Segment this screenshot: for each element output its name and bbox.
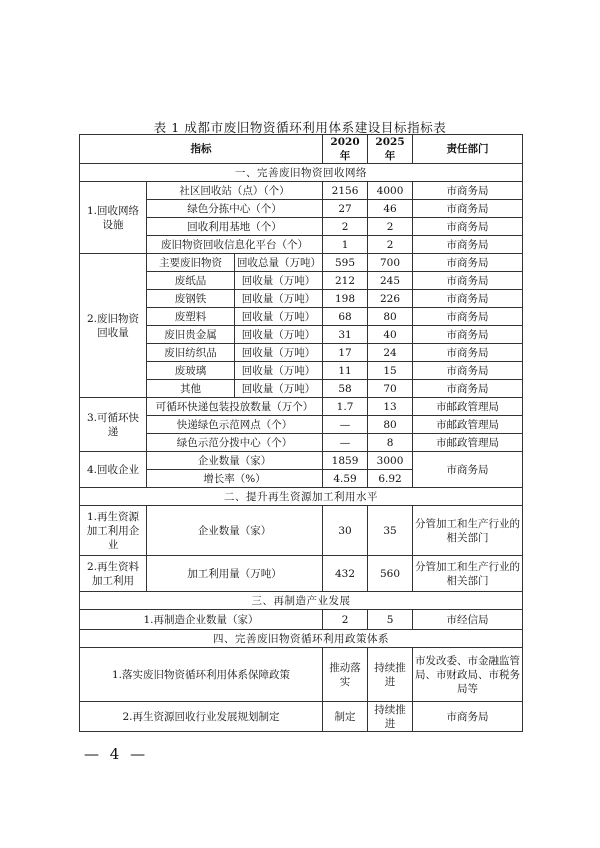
value-2025: 70 (368, 380, 413, 398)
dept-cell: 分管加工和生产行业的相关部门 (413, 556, 523, 592)
group-label: 2.再生资料加工利用 (80, 556, 147, 592)
value-2020: 27 (323, 200, 368, 218)
header-indicator: 指标 (80, 135, 323, 164)
page-number: — 4 — (84, 745, 149, 763)
group-label: 2.废旧物资回收量 (80, 254, 147, 398)
group-label: 1.再生资源加工利用企业 (80, 506, 147, 556)
value-2025: 80 (368, 416, 413, 434)
value-2025: 13 (368, 398, 413, 416)
table-row (80, 556, 523, 592)
table-row (80, 648, 523, 702)
unit-cell: 回收量（万吨） (235, 344, 323, 362)
dept-cell: 市商务局 (413, 236, 523, 254)
dept-cell: 市邮政管理局 (413, 434, 523, 452)
table-row (80, 702, 523, 732)
value-2025: 226 (368, 290, 413, 308)
header-2020: 2020 年 (323, 135, 368, 164)
value-2020: 595 (323, 254, 368, 272)
dept-cell: 市商务局 (413, 272, 523, 290)
unit-cell: 回收量（万吨） (235, 290, 323, 308)
section-1-title: 一、完善废旧物资回收网络 (80, 164, 523, 182)
table-row (80, 218, 523, 236)
value-2020: 11 (323, 362, 368, 380)
section-row (80, 630, 523, 648)
item-cell: 1.再制造企业数量（家） (80, 610, 323, 630)
value-2020: 2 (323, 610, 368, 630)
item-cell: 企业数量（家） (147, 506, 323, 556)
item-cell: 绿色分拣中心（个） (147, 200, 323, 218)
dept-cell: 市商务局 (413, 254, 523, 272)
unit-cell: 回收量（万吨） (235, 362, 323, 380)
table-row (80, 326, 523, 344)
item-cell: 主要废旧物资 (147, 254, 235, 272)
value-2020: 1.7 (323, 398, 368, 416)
value-2020: 58 (323, 380, 368, 398)
dept-cell: 市发改委、市金融监管局、市财政局、市税务局等 (413, 648, 523, 702)
section-row (80, 164, 523, 182)
item-cell: 企业数量（家） (147, 452, 323, 470)
table-row (80, 362, 523, 380)
table-row (80, 416, 523, 434)
item-cell: 废纸品 (147, 272, 235, 290)
unit-cell: 回收量（万吨） (235, 272, 323, 290)
header-2025: 2025 年 (368, 135, 413, 164)
value-2025: 持续推进 (368, 702, 413, 732)
value-2020: 17 (323, 344, 368, 362)
value-2025: 15 (368, 362, 413, 380)
section-4-title: 四、完善废旧物资循环利用政策体系 (80, 630, 523, 648)
dept-cell: 市商务局 (413, 182, 523, 200)
value-2025: 5 (368, 610, 413, 630)
value-2020: 212 (323, 272, 368, 290)
table-row (80, 236, 523, 254)
item-cell: 可循环快递包装投放数量（万个） (147, 398, 323, 416)
value-2020: — (323, 416, 368, 434)
item-cell: 快递绿色示范网点（个） (147, 416, 323, 434)
item-cell: 加工利用量（万吨） (147, 556, 323, 592)
value-2020: 1859 (323, 452, 368, 470)
group-label: 1.回收网络设施 (80, 182, 147, 254)
unit-cell: 回收量（万吨） (235, 326, 323, 344)
dept-cell: 市商务局 (413, 200, 523, 218)
table-row (80, 344, 523, 362)
item-cell: 废玻璃 (147, 362, 235, 380)
value-2020: 1 (323, 236, 368, 254)
dept-cell: 分管加工和生产行业的相关部门 (413, 506, 523, 556)
table-row (80, 182, 523, 200)
item-cell: 回收利用基地（个） (147, 218, 323, 236)
value-2020: 198 (323, 290, 368, 308)
dept-cell: 市商务局 (413, 308, 523, 326)
value-2020: 68 (323, 308, 368, 326)
header-dept: 责任部门 (413, 135, 523, 164)
table-row (80, 308, 523, 326)
item-cell: 废旧纺织品 (147, 344, 235, 362)
value-2025: 80 (368, 308, 413, 326)
item-cell: 2.再生资源回收行业发展规划制定 (80, 702, 323, 732)
value-2025: 40 (368, 326, 413, 344)
value-2020: 制定 (323, 702, 368, 732)
value-2020: 2156 (323, 182, 368, 200)
value-2020: 30 (323, 506, 368, 556)
section-row (80, 592, 523, 610)
dept-cell: 市商务局 (413, 702, 523, 732)
group-label: 3.可循环快递 (80, 398, 147, 452)
value-2025: 2 (368, 236, 413, 254)
table-row (80, 272, 523, 290)
table-row (80, 200, 523, 218)
value-2025: 3000 (368, 452, 413, 470)
item-cell: 1.落实废旧物资循环利用体系保障政策 (80, 648, 323, 702)
value-2020: 2 (323, 218, 368, 236)
value-2025: 560 (368, 556, 413, 592)
table-row (80, 452, 523, 470)
value-2025: 46 (368, 200, 413, 218)
value-2025: 4000 (368, 182, 413, 200)
table-row (80, 380, 523, 398)
section-2-title: 二、提升再生资源加工利用水平 (80, 488, 523, 506)
dept-cell: 市商务局 (413, 362, 523, 380)
value-2020: 432 (323, 556, 368, 592)
table-caption: 表 1 成都市废旧物资循环利用体系建设目标指标表 (153, 120, 447, 135)
item-cell: 废旧物资回收信息化平台（个） (147, 236, 323, 254)
dept-cell: 市商务局 (413, 218, 523, 236)
dept-cell: 市邮政管理局 (413, 398, 523, 416)
value-2025: 35 (368, 506, 413, 556)
value-2025: 持续推进 (368, 648, 413, 702)
value-2025: 24 (368, 344, 413, 362)
section-3-title: 三、再制造产业发展 (80, 592, 523, 610)
item-cell: 增长率（%） (147, 470, 323, 488)
dept-cell: 市商务局 (413, 290, 523, 308)
dept-cell: 市邮政管理局 (413, 416, 523, 434)
value-2020: — (323, 434, 368, 452)
unit-cell: 回收总量（万吨） (235, 254, 323, 272)
table-header-row (80, 135, 523, 164)
value-2025: 245 (368, 272, 413, 290)
value-2025: 8 (368, 434, 413, 452)
dept-cell: 市商务局 (413, 326, 523, 344)
section-row (80, 488, 523, 506)
table-row (80, 398, 523, 416)
indicator-table (79, 134, 523, 732)
value-2025: 700 (368, 254, 413, 272)
dept-cell: 市经信局 (413, 610, 523, 630)
dept-cell: 市商务局 (413, 452, 523, 488)
value-2025: 6.92 (368, 470, 413, 488)
value-2020: 4.59 (323, 470, 368, 488)
table-row (80, 254, 523, 272)
item-cell: 废塑料 (147, 308, 235, 326)
dept-cell: 市商务局 (413, 380, 523, 398)
value-2025: 2 (368, 218, 413, 236)
group-label: 4.回收企业 (80, 452, 147, 488)
item-cell: 社区回收站（点）（个） (147, 182, 323, 200)
table-row (80, 506, 523, 556)
table-row (80, 610, 523, 630)
item-cell: 其他 (147, 380, 235, 398)
table-row (80, 434, 523, 452)
table-row (80, 290, 523, 308)
unit-cell: 回收量（万吨） (235, 308, 323, 326)
value-2020: 31 (323, 326, 368, 344)
item-cell: 废旧贵金属 (147, 326, 235, 344)
value-2020: 推动落实 (323, 648, 368, 702)
unit-cell: 回收量（万吨） (235, 380, 323, 398)
item-cell: 废钢铁 (147, 290, 235, 308)
item-cell: 绿色示范分拨中心（个） (147, 434, 323, 452)
dept-cell: 市商务局 (413, 344, 523, 362)
